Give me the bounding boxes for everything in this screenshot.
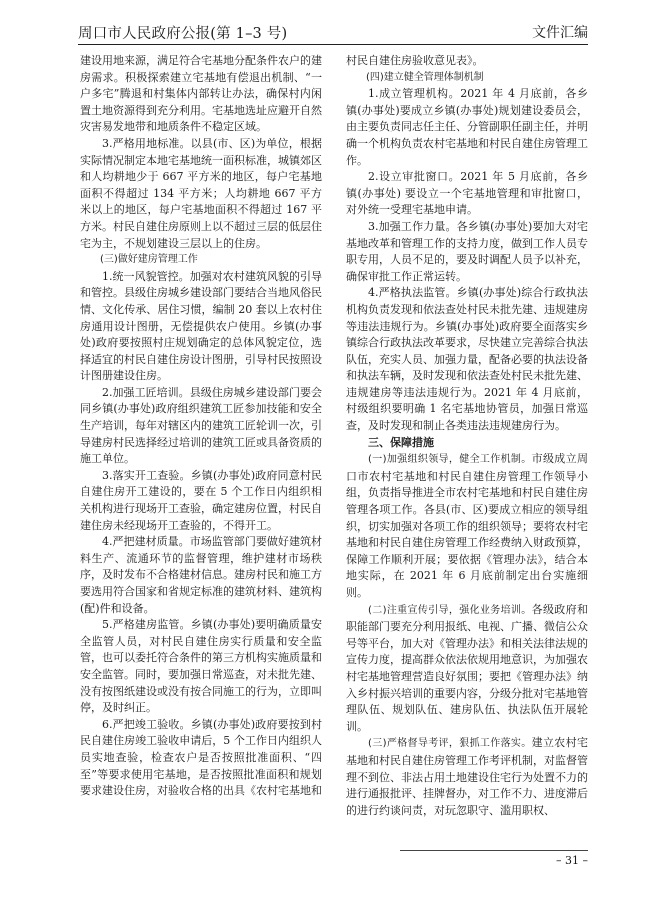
footer-divider [400, 850, 588, 851]
paragraph [346, 735, 588, 819]
paragraph-text: 4.严格执法监管。乡镇(办事处)综合行政执法机构负责发现和依法查处村民未批先建、违规建房等违法违规行为。乡镇(办事处)政府要全面落实乡镇综合行政执法改革要求，尽快建立完善综合执法队伍，充实人员、加强力量，配备必要的执法设备和执法车辆，及时发现和依法查处村民未批先建、违规建房等违法违规行为。2021 年 4 月底前，村级组织要明确 1 名宅基地协管员，加强日常巡查，及时发现和制止各类违法违规建房行为。 [346, 286, 588, 433]
paragraph-text: 2.设立审批窗口。2021 年 5 月底前，各乡镇(办事处) 要设立一个宅基地管理和审批窗口，对外统一受理宅基地申请。 [346, 170, 588, 217]
paragraph-text: 2.加强工匠培训。县级住房城乡建设部门要会同乡镇(办事处)政府组织建筑工匠参加技能和安全生产培训，每年对辖区内的建筑工匠轮训一次，引导建房村民选择经过培训的建筑工匠或具备资质的施工单位。 [80, 385, 322, 466]
paragraph [346, 219, 588, 285]
paragraph-text: 3.落实开工查验。乡镇(办事处)政府同意村民自建住房开工建设的，要在 5 个工作日内组织相关机构进行现场开工查验，确定建房位置，村民自建住房未经现场开工查验的，不得开工。 [80, 468, 322, 532]
paragraph-text: (三)做好建房管理工作 [100, 254, 198, 266]
left-column [80, 53, 322, 800]
paragraph [80, 385, 322, 468]
subsection-heading [80, 252, 322, 269]
paragraph [346, 86, 588, 169]
paragraph [80, 617, 322, 717]
paragraph-text: 各级政府和职能部门要充分利用报纸、电视、广播、微信公众号等平台，加大对《管理办法》和相关法律法规的宣传力度，提高群众依法依规用地意识，为加强农村宅基地管理营造良好氛围；要把《管理办法》纳入乡村振兴培训的重要内容，分级分批对宅基地管理队伍、规划队伍、建房队伍、执法队伍开展轮训。 [346, 602, 588, 733]
paragraph [80, 136, 322, 252]
paragraph-text: 市级成立周口市农村宅基地和村民自建住房管理工作领导小组，负责指导推进全市农村宅基地和村民自建住房管理各项工作。各县(市、区)要成立相应的领导组织，切实加强对各项工作的组织领导；要将农村宅基地和村民自建住房管理工作经费纳入财政预算，保障工作顺利开展；要依据《管理办法》，结合本地实际，在 2021 年 6 月底前制定出台实施细则。 [346, 452, 588, 599]
paragraph [346, 451, 588, 601]
paragraph [80, 534, 322, 617]
paragraph-text: 村民自建住房验收意见表》。 [346, 54, 484, 67]
paragraph-continuation [346, 53, 588, 70]
paragraph-lead: (二)注重宣传引导，强化业务培训。 [368, 604, 532, 616]
paragraph [80, 468, 322, 534]
paragraph-continuation [80, 53, 322, 136]
subsection-heading [346, 70, 588, 87]
paragraph-text: 3.严格用地标准。以县(市、区)为单位，根据实际情况制定本地宅基地统一面积标准，城镇郊区和人均耕地少于 667 平方米的地区，每户宅基地面积不得超过 134 平方米；人均耕地 667 平方米以上的地区，每户宅基地面积不得超过 167 平方米。村民自建住房原则上以不超过三层的低层住宅为主，不规划建设三层以上的住房。 [80, 136, 322, 250]
paragraph [80, 269, 322, 385]
page-number: – 31 – [556, 854, 588, 867]
paragraph-text: 6.严把竣工验收。乡镇(办事处)政府要按到村民自建住房竣工验收申请后，5 个工作日内组织人员实地查验，检查农户是否按照批准面积、“四至”等要求使用宅基地，是否按照批准面积和规划要求建设住房，对验收合格的出具《农村宅基地和 [80, 717, 322, 798]
paragraph [346, 285, 588, 434]
paragraph-text: 3.加强工作力量。各乡镇(办事处)要加大对宅基地改革和管理工作的支持力度，做到工作人员专职专用，人员不足的，要及时调配人员予以补充，确保审批工作正常运转。 [346, 219, 588, 283]
paragraph [80, 717, 322, 800]
paragraph-text: 4.严把建材质量。市场监管部门要做好建筑材料生产、流通环节的监督管理，维护建材市场秩序，及时发布不合格建材信息。建房村民和施工方要选用符合国家和省规定标准的建筑材料、建筑构(配)件和设备。 [80, 535, 322, 615]
paragraph [346, 602, 588, 736]
paragraph-text: 三、保障措施 [368, 435, 434, 449]
paragraph-text: 1.统一风貌管控。加强对农村建筑风貌的引导和管控。县级住房城乡建设部门要结合当地风俗民情、文化传承、居住习惯，编制 20 套以上农村住房通用设计图册，无偿提供农户使用。乡镇(办事处)政府要按照村庄规划确定的总体风貌定位，选择适宜的村民自建住房设计图册，引导村民按照设计图册建设住房。 [80, 269, 322, 383]
paragraph-lead: (三)严格督导考评，狠抓工作落实。 [368, 738, 532, 750]
paragraph-text: 5.严格建房监管。乡镇(办事处)要明确质量安全监管人员，对村民自建住房实行质量和安全监管，也可以委托符合条件的第三方机构实施质量和安全监管。同时，要加强日常巡查，对未批先建、没有按图纸建设或没有按合同施工的行为，立即叫停，及时纠正。 [80, 618, 322, 715]
paragraph-text: 建设用地来源，满足符合宅基地分配条件农户的建房需求。积极探索建立宅基地有偿退出机制、“一户多宅”腾退和村集体内部转让办法，确保村内闲置土地资源得到充分利用。宅基地选址应避开自然灾害易发地带和地质条件不稳定区域。 [80, 54, 322, 134]
section-label: 文件汇编 [532, 25, 588, 41]
right-column [346, 53, 588, 819]
paragraph-text: 建立农村宅基地和村民自建住房管理工作考评机制，对监督管理不到位、非法占用土地建设住宅行为处置不力的进行通报批评、挂牌督办，对工作不力、进度滞后的进行约谈问责，对玩忽职守、滥用职权、 [346, 736, 588, 817]
section-heading [346, 435, 588, 452]
paragraph [346, 169, 588, 219]
header-divider [78, 44, 588, 45]
paragraph-text: (四)建立健全管理体制机制 [366, 71, 484, 83]
gazette-title: 周口市人民政府公报(第 1–3 号) [78, 26, 288, 42]
paragraph-text: 1.成立管理机构。2021 年 4 月底前，各乡镇(办事处)要成立乡镇(办事处)规划建设委员会，由主要负责同志任主任、分管副职任副主任，并明确一个机构负责农村宅基地和村民自建住房管理工作。 [346, 87, 588, 167]
paragraph-lead: (一)加强组织领导，健全工作机制。 [368, 454, 532, 466]
page-header [78, 20, 588, 42]
